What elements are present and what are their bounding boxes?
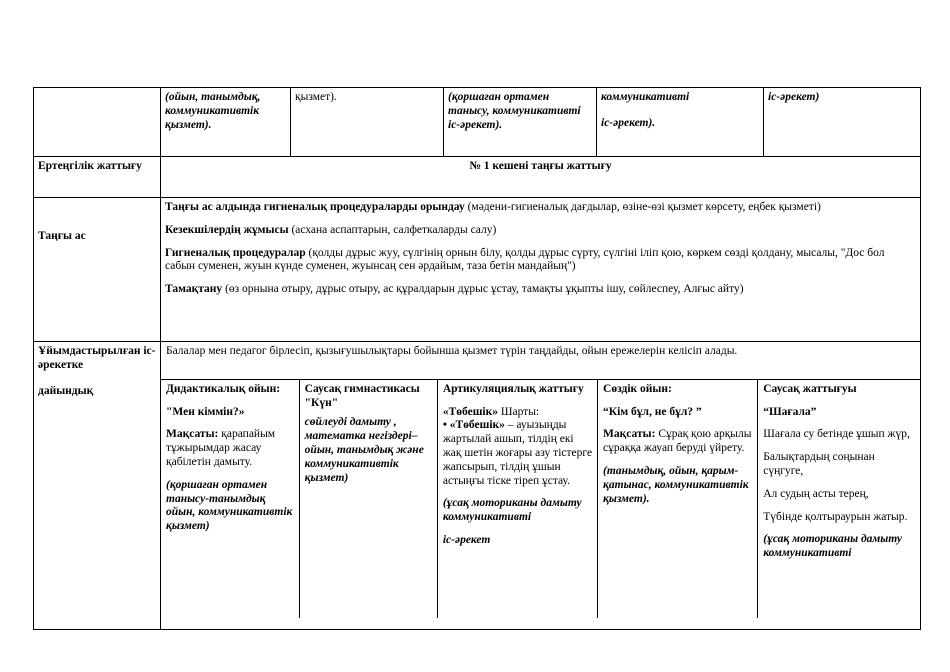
finger-gym-title: Саусақ гимнастикасы "Күн" (304, 382, 420, 409)
word-game-title: Сөздік ойын: (603, 382, 672, 395)
prep-label-line-2: дайындық (38, 384, 94, 397)
articulation-note-1: (ұсақ моториканы дамыту коммуникативті (442, 497, 582, 524)
finger-ex-game-name: “Шағала” (763, 405, 817, 418)
activity-finger-gymnastics (299, 380, 437, 618)
breakfast-label: Таңғы ас (34, 198, 161, 342)
top-row-cell-2: (ойын, танымдық, коммуникативтік қызмет). (161, 88, 291, 157)
finger-ex-line-3: Ал судың асты терең, (763, 487, 869, 500)
articulation-desc: • «Төбешік» – ауызыңды жартылай ашып, тілдің екі жақ шетін жоғары азу тістерге жапсырып, тілдің ұшын астыңғы тіске тіреп ұстау. (442, 419, 593, 487)
top-row-cell-4: (қоршаған ортамен танысу, коммуникативті іс-әрекет). (444, 88, 597, 157)
didactic-goal: Мақсаты: қарапайым тұжырымдар жасау қабілетін дамыту. (166, 428, 276, 468)
didactic-game-name: "Мен кіммін?» (166, 405, 245, 418)
prep-content (161, 342, 921, 630)
finger-ex-line-1: Шағала су бетінде ұшып жүр, (763, 428, 910, 441)
word-game-name: “Кім бұл, не бұл? ” (603, 405, 702, 418)
schedule-table (33, 87, 921, 630)
finger-ex-line-2: Балықтардың соңынан сүңгуге, (763, 451, 875, 477)
morning-exercise-row (34, 157, 921, 198)
top-row-cell-1 (34, 88, 161, 157)
morning-exercise-content: № 1 кешені таңғы жаттығу (161, 157, 921, 198)
breakfast-item-eating: Тамақтану (өз орнына отыру, дұрыс отыру, ас құралдарын дұрыс ұстау, тамақты ұқыпты ішу, сөйлеспеу, Алғыс айту) (165, 283, 744, 296)
activity-didactic-game (161, 380, 299, 618)
top-row-cell-5 (597, 88, 764, 157)
articulation-title: Артикуляциялық жаттығу (442, 382, 584, 395)
finger-ex-line-4: Түбінде қолтыраурын жатыр. (763, 510, 908, 523)
articulation-note-2: іс-әрекет (442, 533, 491, 546)
activity-finger-exercise (758, 380, 920, 618)
breakfast-item-duty: Кезекшілердің жұмысы (асхана аспаптарын, салфеткаларды салу) (165, 223, 497, 236)
breakfast-item-procedures: Гигиеналық процедуралар (қолды дұрыс жуу, сүлгінің орнын білу, қолды дұрыс сүрту, сүлгіні іліп қою, көркем сөзді қолдану, мысалы, "Дос бол сабын суменен, жуын күнде суменен, жуынсаң сен әрдайым, таза бетін мандайың") (165, 246, 885, 273)
breakfast-item-hygiene: Таңғы ас алдында гигиеналық процедураларды орындау (мәдени-гигиеналық дағдылар, өзіне-өзі қызмет көрсету, еңбек қызметі) (165, 201, 821, 213)
top-row-cell-3: қызмет). (291, 88, 444, 157)
prep-label (34, 342, 161, 630)
morning-exercise-label: Ертеңгілік жаттығу (34, 157, 161, 198)
prep-intro: Балалар мен педагог бірлесіп, қызығушылықтары бойынша қызмет түрін таңдайды, ойын ережелерін келісіп алады. (161, 342, 920, 380)
didactic-title: Дидактикалық ойын: (166, 382, 281, 395)
top-row-cell-5-line-1: коммуникативті (601, 91, 690, 103)
word-game-goal: Мақсаты: Сұрақ қою арқылы сұраққа жауап беруді үйрету. (603, 428, 752, 455)
didactic-note: (қоршаған ортамен танысу-танымдық ойын, коммуникативтік қызмет) (166, 478, 293, 533)
finger-gym-note: сөйлеуді дамыту , математка негіздері– ойын, танымдық және коммуникативтік қызмет) (304, 416, 424, 484)
finger-ex-note: (ұсақ моториканы дамыту коммуникативті (763, 533, 903, 560)
prep-activities (161, 380, 920, 618)
prep-label-line-1: Ұйымдастырылған іс-әрекетке (38, 345, 156, 371)
finger-ex-title: Саусақ жаттығуы (763, 382, 857, 395)
articulation-game: «Төбешік» Шарты: (442, 405, 540, 418)
prep-row (34, 342, 921, 630)
activity-articulation (437, 380, 597, 618)
activity-word-game (598, 380, 758, 618)
top-row-cell-5-line-2: іс-әрекет). (601, 116, 656, 129)
top-row-cell-6: іс-әрекет) (764, 88, 921, 157)
breakfast-row (34, 198, 921, 342)
word-game-note: (танымдық, ойын, қарым-қатынас, коммуникативтік қызмет). (603, 464, 749, 505)
breakfast-content (161, 198, 921, 342)
top-continuation-row (34, 88, 921, 157)
